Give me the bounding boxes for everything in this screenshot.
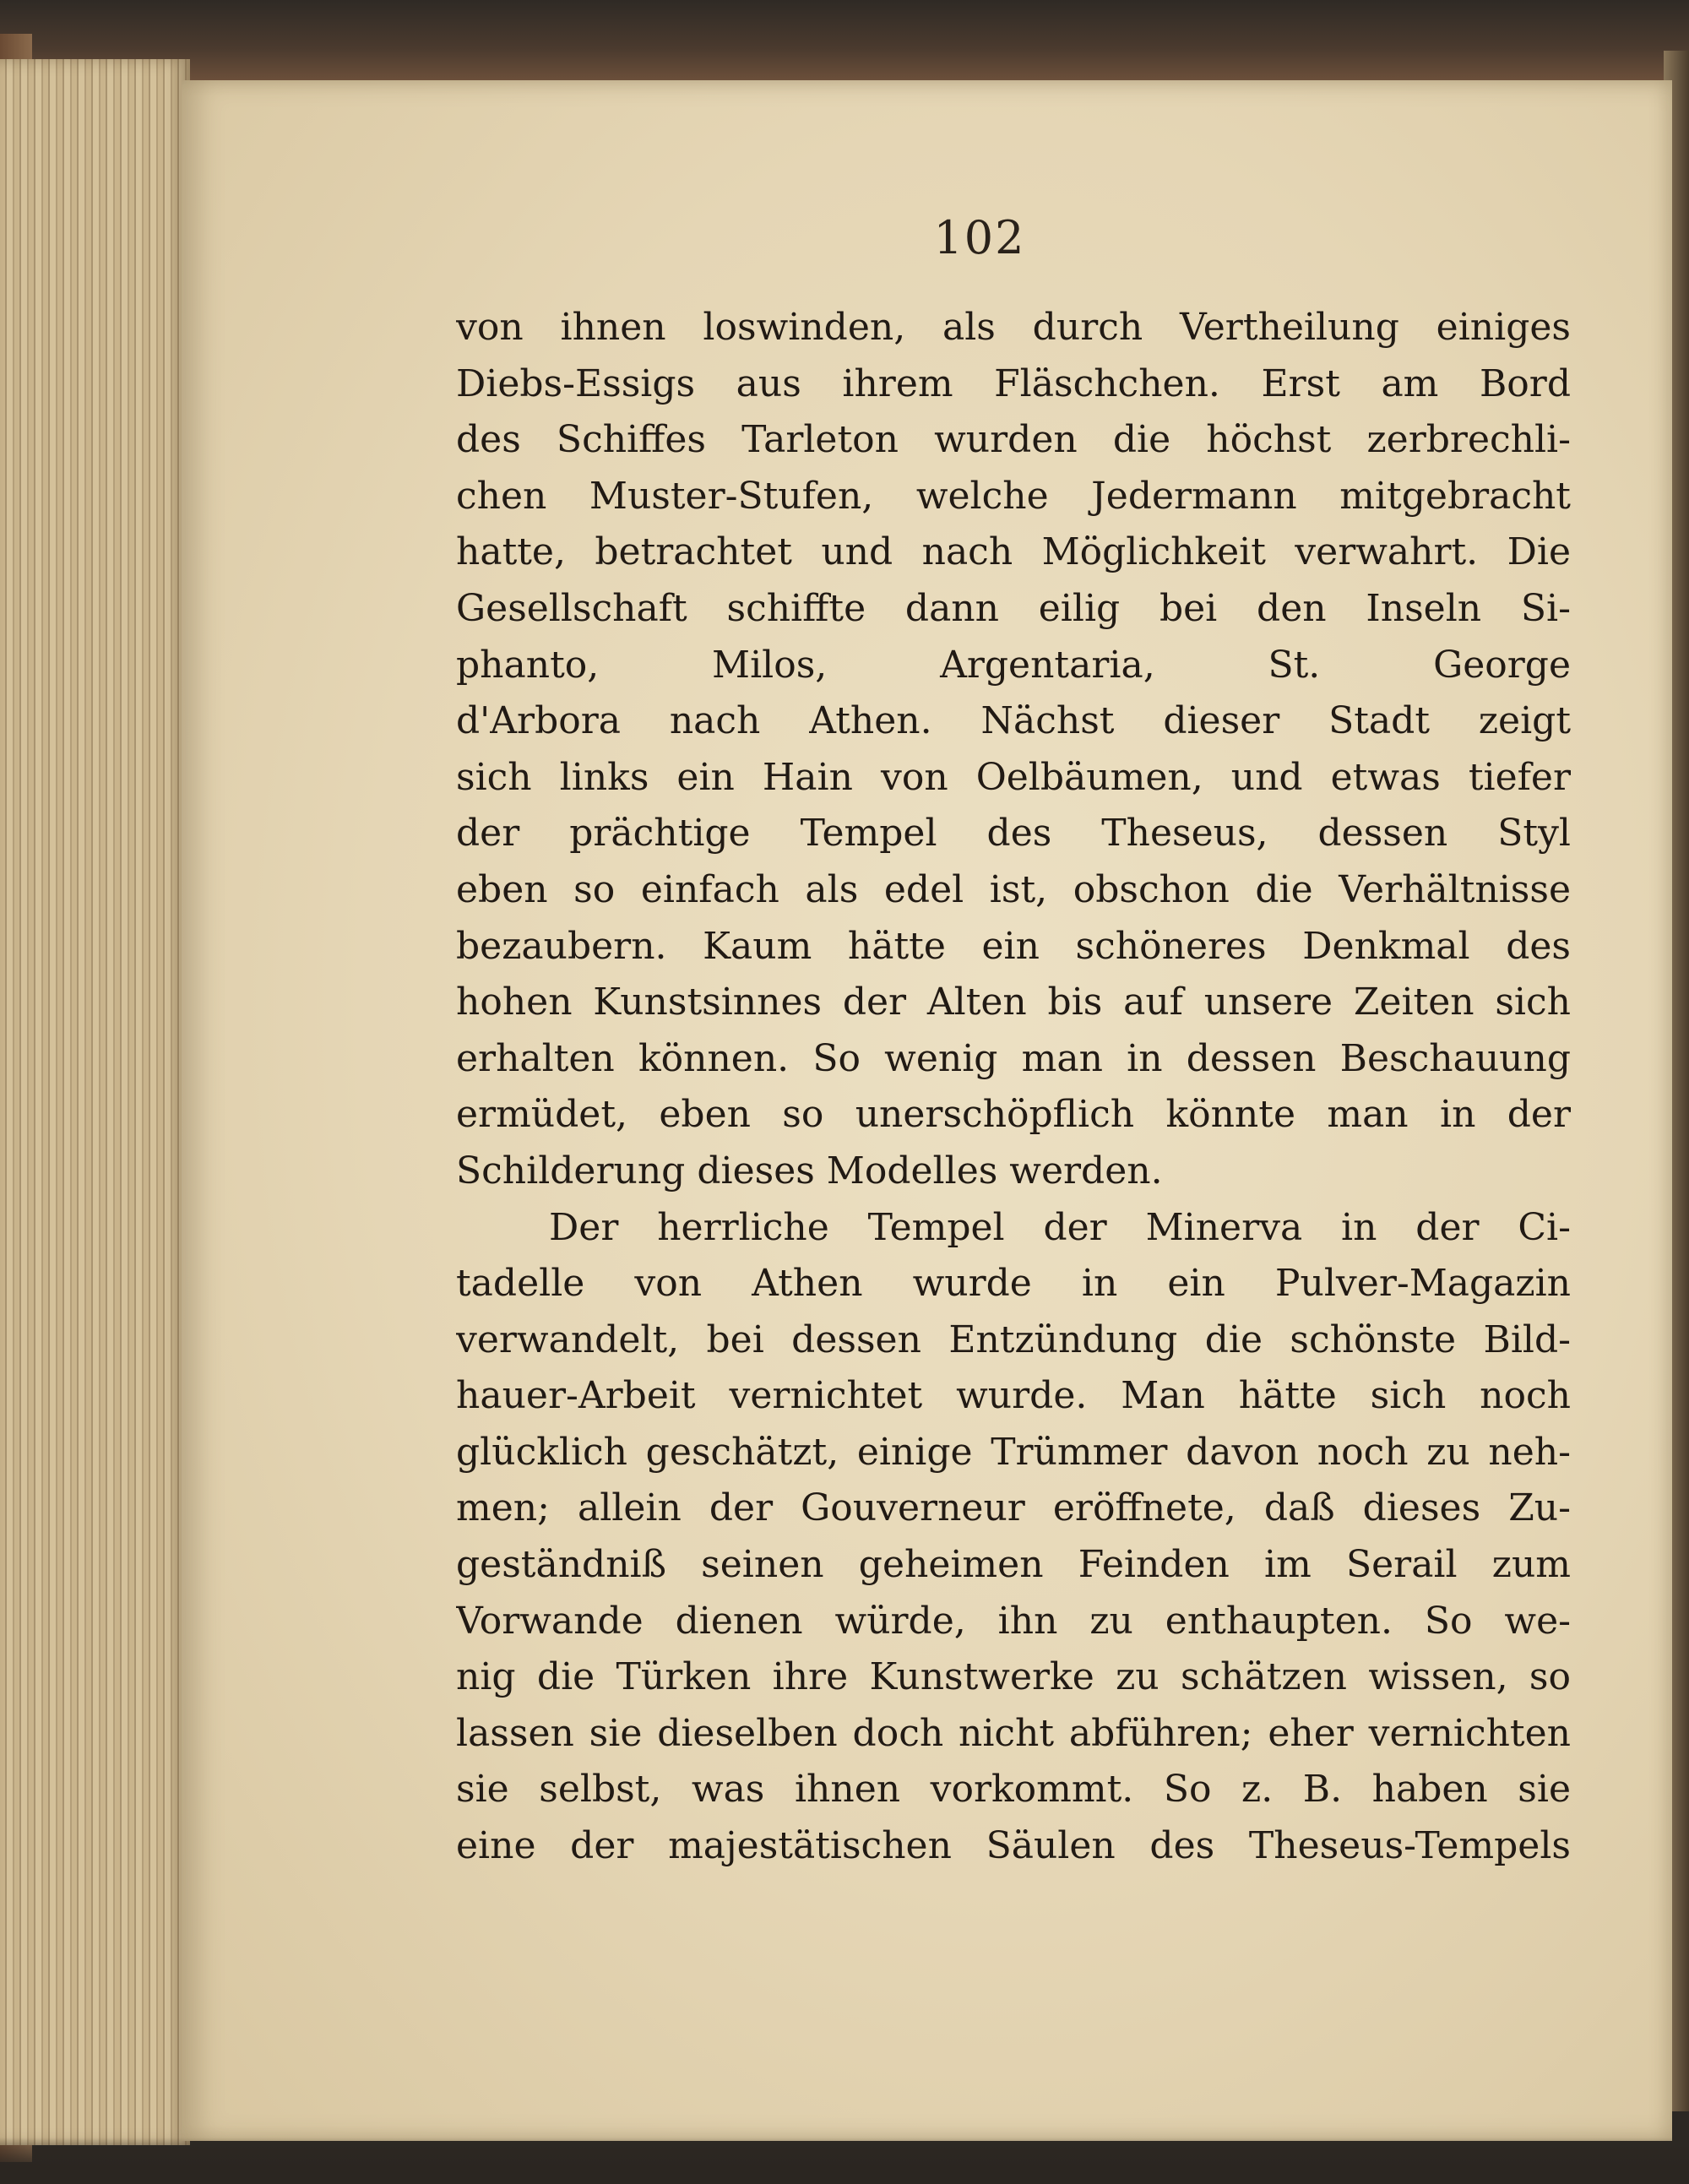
text-line: hauer-Arbeit vernichtet wurde. Man hätte sich noch [456,1374,1571,1418]
text-line: sich links ein Hain von Oelbäumen, und etwas tiefer [456,755,1571,799]
text-line: des Schiffes Tarleton wurden die höchst zerbrechli- [456,418,1571,462]
text-line: Schilderung dieses Modelles werden. [456,1149,1163,1193]
text-line: verwandelt, bei dessen Entzündung die schönste Bild- [456,1317,1571,1361]
page-edges-stack [0,59,190,2145]
text-line: d'Arbora nach Athen. Nächst dieser Stadt zeigt [456,699,1571,743]
text-line: erhalten können. So wenig man in dessen Beschauung [456,1036,1571,1080]
text-line: tadelle von Athen wurde in ein Pulver-Magazin [456,1262,1571,1306]
text-line: der prächtige Tempel des Theseus, dessen Styl [456,812,1571,856]
text-line: Gesellschaft schiffte dann eilig bei den Inseln Si- [456,586,1571,630]
text-line: Diebs-Essigs aus ihrem Fläschchen. Erst am Bord [456,361,1571,405]
text-line: phanto, Milos, Argentaria, St. George [456,643,1571,687]
text-line: glücklich geschätzt, einige Trümmer davon noch zu neh- [456,1430,1571,1474]
page-text [456,300,1571,1875]
text-line: hohen Kunstsinnes der Alten bis auf unsere Zeiten sich [456,981,1571,1024]
text-line: hatte, betrachtet und nach Möglichkeit verwahrt. Die [456,530,1571,574]
text-line: lassen sie dieselben doch nicht abführen; eher vernichten [456,1711,1571,1755]
text-line: men; allein der Gouverneur eröffnete, daß dieses Zu- [456,1486,1571,1530]
bottom-shadow [0,2138,1689,2184]
text-line: eben so einfach als edel ist, obschon die Verhältnisse [456,867,1571,911]
paragraph-2 [456,1200,1571,1875]
text-line: ermüdet, eben so unerschöpflich könnte man in der [456,1093,1571,1137]
page-number: 102 [933,211,1026,264]
text-line: sie selbst, was ihnen vorkommt. So z. B. haben sie [456,1768,1571,1812]
book-cover-top [0,0,1689,80]
text-line: nig die Türken ihre Kunstwerke zu schätzen wissen, so [456,1655,1571,1699]
text-line: eine der majestätischen Säulen des Theseus-Tempels [456,1824,1571,1868]
text-line: Der herrliche Tempel der Minerva in der Ci- [549,1205,1571,1249]
paragraph-1 [456,300,1571,1200]
text-line: von ihnen loswinden, als durch Vertheilung einiges [456,306,1571,349]
text-line: bezaubern. Kaum hätte ein schöneres Denkmal des [456,924,1571,968]
text-line: Vorwande dienen würde, ihn zu enthaupten. So we- [456,1599,1571,1643]
text-line: geständniß seinen geheimen Feinden im Serail zum [456,1543,1571,1587]
text-line: chen Muster-Stufen, welche Jedermann mitgebracht [456,474,1571,518]
